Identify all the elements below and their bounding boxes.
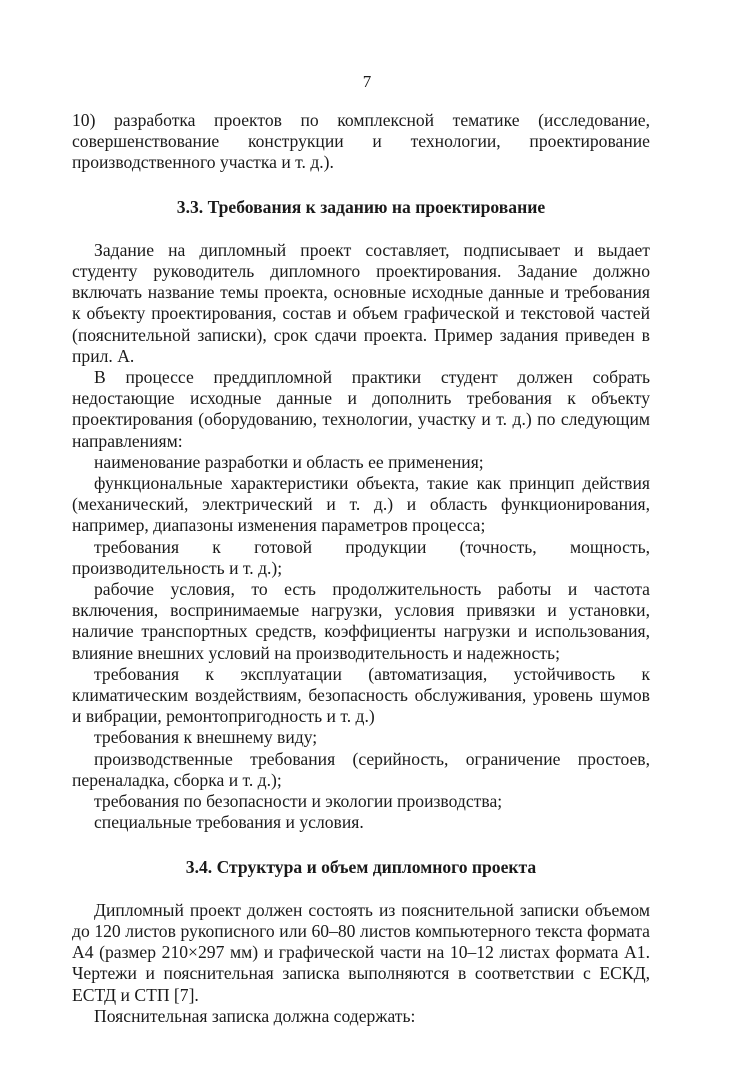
paragraph-assignment: Задание на дипломный проект составляет, подписывает и выдает студенту руководитель дипломного проектирования. Задание должно включать название темы проекта, основные исходные данные и требования к объекту проектирования, состав и объем графической и текстовой частей (пояснительной записки), срок сдачи проекта. Пример задания приведен в прил. А. [72,239,650,366]
intro-list-item: 10) разработка проектов по комплексной тематике (исследование, совершенствование конструкции и технологии, проектирование производственного участка и т. д.). [72,110,650,173]
paragraph-note-contents: Пояснительная записка должна содержать: [94,1005,416,1026]
requirement-item: производственные требования (серийность, ограничение простоев, переналадка, сборка и т. д.); [72,748,650,790]
paragraph-project-volume: Дипломный проект должен состоять из пояснительной записки объемом до 120 листов рукописного или 60–80 листов компьютерного текста формата А4 (размер 210×297 мм) и графической части на 10–12 листах формата А1. Чертежи и пояснительная записка выполняются в соответствии с ЕСКД, ЕСТД и СТП [7]. [72,899,650,1005]
section-heading-3-4: 3.4. Структура и объем дипломного проекта [185,856,537,877]
paragraph-practice: В процессе преддипломной практики студент должен собрать недостающие исходные данные и дополнить требования к объекту проектирования (оборудованию, технологии, участку и т. д.) по следующим направлениям: [72,367,650,451]
requirement-item: функциональные характеристики объекта, такие как принцип действия (механический, электрический и т. д.) и область функционирования, например, диапазоны изменения параметров процесса; [72,473,650,536]
page-content [72,110,650,1027]
requirement-item: требования к готовой продукции (точность, мощность, производительность и т. д.); [72,536,650,578]
requirement-item: требования по безопасности и экологии производства; [94,791,503,812]
requirement-item: рабочие условия, то есть продолжительность работы и частота включения, воспринимаемые нагрузки, условия привязки и установки, наличие транспортных средств, коэффициенты нагрузки и использования, влияние внешних условий на производительность и надежность; [72,579,650,663]
requirement-item: специальные требования и условия. [94,812,364,833]
requirement-item: наименование разработки и область ее применения; [94,451,484,472]
section-heading-3-3: 3.3. Требования к заданию на проектирование [176,196,546,217]
requirement-item: требования к эксплуатации (автоматизация, устойчивость к климатическим воздействиям, безопасность обслуживания, уровень шумов и вибрации, ремонтопригодность и т. д.) [72,663,650,727]
page-number: 7 [362,72,372,91]
requirement-item: требования к внешнему виду; [94,727,318,748]
